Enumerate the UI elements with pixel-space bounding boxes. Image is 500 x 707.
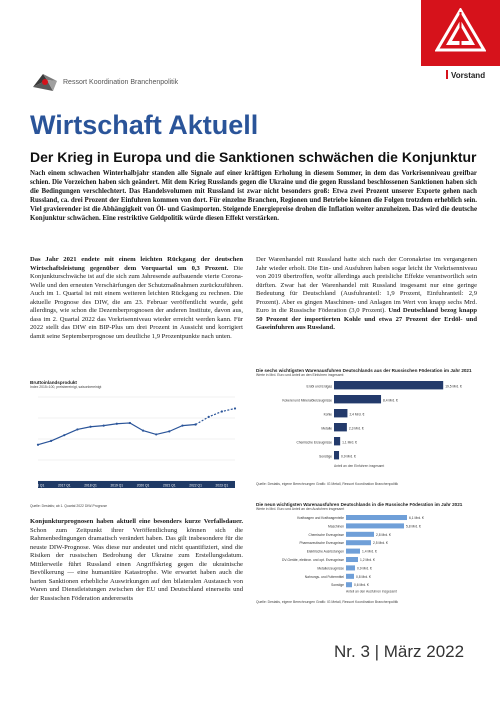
value-label: 2,3 Mrd. € xyxy=(348,426,364,431)
chart-source-note: Quelle: Destatis; ab 1. Quartal 2022 DIW-Prognose xyxy=(30,504,108,508)
article-left-paragraph-2: Konjunkturprognosen haben aktuell eine besonders kurze Verfallsdauer. Schon zum Zeitpunkt ihrer Veröffentlichung können sich die Rahmenbedingungen dramatisch verändert haben. Das gilt insbesondere für die neuste DIW-Prognose. Was diese nur andeutet und nicht quantifiziert, sind die Risiken der russischen Bedrohung der Ukraine zum Erstellungsdatum. Mittlerweile führt Russland einen Angriffskrieg gegen die ukrainische Bevölkerung — eine humanitäre Katastrophe. Wie erwartet haben auch die harten Sanktionen erhebliche Auswirkungen auf den bilateralen Austausch von Waren und Dienstleistungen zwischen der EU und Deutschland einerseits und der Russischen Föderation andererseits xyxy=(30,518,243,602)
chart-subtitle: Werte in Mrd. Euro und Anteil an den Einfuhren insgesamt xyxy=(256,373,344,377)
bar xyxy=(346,540,371,545)
data-point xyxy=(181,425,183,427)
value-label: 0,6 Mrd. € xyxy=(354,583,369,588)
data-point xyxy=(50,440,52,442)
category-label: DV-Geräte, elektron. und opt. Erzeugnisse xyxy=(282,558,344,563)
data-point xyxy=(142,430,144,432)
lead-paragraph: Nach einem schwachen Winterhalbjahr standen alle Signale auf einer kräftigen Erholung in diesem Sommer, in dem das Vorkrisenniveau greifbar schien. Die Vorzeichen haben sich geändert. Mit dem Krieg Russlands gegen die Ukraine und die gegen Russland beschlossenen Sanktionen haben sich die Bedingungen verschlechtert. Das Handelsvolumen mit Russland ist zwar nicht besonders groß: Etwa zwei Prozent unserer Exporte gehen nach Russland, ca. drei Prozent der Einfuhren kommen von dort. Für einzelne Branchen, Regionen und Betriebe können die Folgen trotzdem erheblich sein. Viel gravierender ist die Abhängigkeit von Öl- und Gasimporten. Steigende Energiepreise drohen die Inflation weiter anzuheizen. Das wird die deutsche Konjunktur schwächen. Eine restriktive Geldpolitik würde diesen Effekt verstärken. xyxy=(30,170,477,222)
chart-title: Die neun wichtigsten Warenausfuhren Deutschlands in die Russische Föderation im Jahr 2021 xyxy=(256,502,463,507)
category-label: Pharmazeutische Erzeugnisse xyxy=(299,541,344,546)
value-label: 0,9 Mrd. € xyxy=(357,566,372,571)
exports-bar-chart xyxy=(256,502,477,609)
data-point xyxy=(234,407,236,409)
article-right-paragraph-1: Der Warenhandel mit Russland hatte sich nach der Coronakrise im vergangenen Jahr wieder erholt. Die Ein- und Ausfuhren haben sogar leicht ihr Vorkrisenniveau von 2019 übertroffen, wofür allerdings auch preisliche Effekte verantwortlich sein dürften. Zwar hat der Warenhandel mit Russland insgesamt nur eine geringe Bedeutung für Deutschland (Ausfuhranteil: 1,9 Prozent, Einfuhranteil: 2,9 Prozent). Aber es gingen Maschinen- und Anlagen im Wert von knapp sechs Mrd. Euro in die Russische Föderation (3,0 Prozent). Und Deutschland bezog knapp 50 Prozent der importierten Kohle und etwa 27 Prozent der Erdöl- und Gaseinfuhren aus Russland. xyxy=(256,256,477,331)
article-left-paragraph-1: Das Jahr 2021 endete mit einem leichten Rückgang der deutschen Wirtschaftsleistung gegenüber dem Vorquartal um 0,3 Prozent. Die Konjunkturschwäche ist auf die sich zum Jahresende aufbauende vierte Corona-Welle und den erneuten Verschärfungen der Schutzmaßnahmen zurückzuführen. Auch im 1. Quartal ist mit einem weiteren leichten Rückgang zu rechnen. Die aktuelle Prognose des DIW, die am 23. Februar veröffentlicht wurde, geht allerdings, wie schon die Dezemberprognosen der anderen Institute, davon aus, dass im 2. Quartal 2022 das Vorkrisenniveau wieder erreicht werden kann. Für 2022 stellt das DIW ein BIP-Plus um drei Prozent in Aussicht und korrigiert damit seine Septemberprognose um deutliche 1,9 Prozentpunkte nach unten. xyxy=(30,256,243,340)
category-label: Kraftwagen und Kraftwagenteile xyxy=(297,516,344,521)
data-point xyxy=(129,422,131,424)
data-point xyxy=(37,444,39,446)
gdp-line-plot xyxy=(30,389,243,499)
chart-title: Bruttoinlandsprodukt xyxy=(30,380,77,385)
chart-title: Die sechs wichtigsten Warenausfuhren Deutschlands aus der Russischen Föderation im Jahr 2021 xyxy=(256,368,472,373)
chart-subtitle: Index 2015=100, preisbereinigt, saisonbereinigt xyxy=(30,385,102,389)
legend-label: Anteil an den Ausfuhren insgesamt xyxy=(346,589,397,594)
value-label: 1,1 Mrd. € xyxy=(342,440,358,445)
brand-label: Vorstand xyxy=(446,70,485,80)
category-label: Kohle xyxy=(323,412,332,417)
bar xyxy=(346,523,404,528)
category-label: Nahrungs- und Futtermittel xyxy=(304,574,344,579)
department-label: Ressort Koordination Branchenpolitik xyxy=(63,79,179,86)
data-point xyxy=(221,410,223,412)
bar xyxy=(346,532,374,537)
value-label: 6,1 Mrd. € xyxy=(409,516,424,521)
gdp-chart xyxy=(30,380,243,512)
category-label: Erdöl und Erdgas xyxy=(306,384,332,389)
series-line xyxy=(38,423,196,445)
category-label: Sonstige xyxy=(319,454,332,459)
x-tick-label: 2022 Q1 xyxy=(189,483,202,488)
data-point xyxy=(168,430,170,432)
category-label: Elektrische Ausrüstungen xyxy=(306,549,344,554)
data-point xyxy=(76,428,78,430)
bar xyxy=(334,381,443,389)
chart-source-note: Quelle: Destatis, eigene Berechnungen Grafik: IG Metall, Ressort Koordination Branchenpolitik xyxy=(256,482,399,486)
value-label: 1,4 Mrd. € xyxy=(362,549,377,554)
data-point xyxy=(63,434,65,436)
bar xyxy=(346,574,354,579)
exports-bar-plot xyxy=(256,511,477,595)
page-subtitle: Der Krieg in Europa und die Sanktionen schwächen die Konjunktur xyxy=(30,149,477,165)
x-tick-label: 2016 Q1 xyxy=(31,483,45,488)
value-label: 5,8 Mrd. € xyxy=(406,524,421,529)
bar xyxy=(334,437,340,445)
x-tick-label: 2021 Q1 xyxy=(163,483,176,488)
x-tick-label: 2018 Q1 xyxy=(84,483,97,488)
data-point xyxy=(103,425,105,427)
category-label: Sonstige xyxy=(331,583,344,588)
value-label: 0,9 Mrd. € xyxy=(341,454,356,459)
legend-label: Anteil an den Einfuhren insgesamt xyxy=(334,464,385,468)
imports-bar-plot xyxy=(256,377,477,477)
imports-bar-chart xyxy=(256,368,477,496)
value-label: 1,2 Mrd. € xyxy=(360,558,375,563)
value-label: 0,8 Mrd. € xyxy=(356,574,371,579)
category-label: Maschinen xyxy=(328,524,344,529)
category-label: Chemische Erzeugnisse xyxy=(308,532,344,537)
ig-metall-logo xyxy=(421,0,500,66)
bar xyxy=(334,451,339,459)
page-title: Wirtschaft Aktuell xyxy=(30,110,259,140)
bar xyxy=(334,423,347,431)
bar xyxy=(346,565,355,570)
category-label: Metalle xyxy=(321,426,332,431)
value-label: 8,4 Mrd. € xyxy=(383,398,398,403)
data-point xyxy=(155,433,157,435)
x-tick-label: 2019 Q1 xyxy=(110,483,124,488)
chart-source-note: Quelle: Destatis, eigene Berechnungen Grafik: IG Metall, Ressort Koordination Branchenpolitik xyxy=(256,600,399,604)
value-label: 2,4 Mrd. € xyxy=(349,412,365,417)
value-label: 2,8 Mrd. € xyxy=(376,532,391,537)
logo-mark-icon xyxy=(435,8,486,52)
x-tick-label: 2020 Q1 xyxy=(136,483,150,488)
data-point xyxy=(89,426,91,428)
category-label: Kokerei und Mineralölerzeugnisse xyxy=(282,398,332,403)
bar xyxy=(334,409,347,417)
category-label: Metallerzeugnisse xyxy=(317,566,344,571)
bar xyxy=(346,582,352,587)
data-point xyxy=(116,423,118,425)
chart-subtitle: Werte in Mrd. Euro und Anteil an den Ausfuhren insgesamt xyxy=(256,507,345,511)
data-point xyxy=(208,416,210,418)
value-label: 19,5 Mrd. € xyxy=(445,384,462,389)
department-logo-icon xyxy=(29,71,61,93)
bar xyxy=(334,395,381,403)
category-label: Chemische Erzeugnisse xyxy=(296,440,332,445)
data-point xyxy=(195,423,197,425)
value-label: 2,5 Mrd. € xyxy=(373,541,388,546)
x-tick-label: 2023 Q1 xyxy=(215,483,229,488)
x-tick-label: 2017 Q1 xyxy=(57,483,71,488)
issue-number: Nr. 3 | März 2022 xyxy=(334,642,465,661)
bar xyxy=(346,557,358,562)
bar xyxy=(346,515,407,520)
series-line xyxy=(196,408,235,424)
bar xyxy=(346,549,360,554)
